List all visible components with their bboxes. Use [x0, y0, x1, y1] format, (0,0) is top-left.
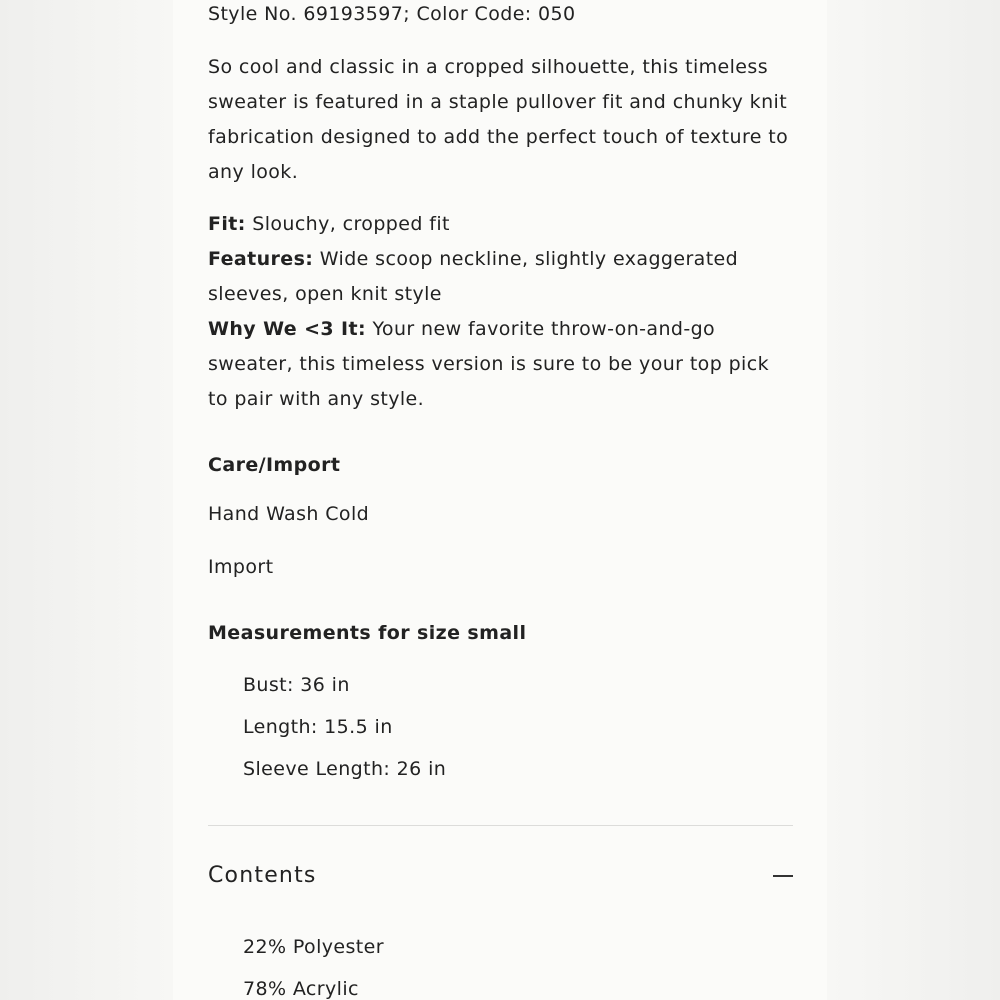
why-we-love-it-label: Why We <3 It: — [208, 318, 366, 340]
measurements-list — [243, 668, 446, 794]
contents-list — [243, 930, 384, 1000]
section-divider — [208, 825, 793, 826]
contents-heading: Contents — [208, 863, 317, 888]
features-value: Wide scoop neckline, slightly exaggerated sleeves, open knit style — [208, 248, 739, 305]
product-description: So cool and classic in a cropped silhouette, this timeless sweater is featured in a staple pullover fit and chunky knit fabrication designed to add the perfect touch of texture to any look. — [208, 56, 789, 183]
fit-value: Slouchy, cropped fit — [252, 213, 450, 235]
why-we-love-it-value: Your new favorite throw-on-and-go sweater, this timeless version is sure to be your top pick to pair with any style. — [208, 318, 769, 410]
style-number: Style No. 69193597; Color Code: 050 — [208, 3, 576, 25]
care-import-heading: Care/Import — [208, 454, 341, 476]
minus-collapse-icon[interactable] — [773, 875, 793, 877]
measurement-item: Length: 15.5 in — [243, 716, 393, 738]
features-label: Features: — [208, 248, 314, 270]
measurement-item: Bust: 36 in — [243, 674, 350, 696]
product-details — [208, 207, 793, 417]
fit-label: Fit: — [208, 213, 246, 235]
care-item: Import — [208, 556, 274, 578]
measurements-heading: Measurements for size small — [208, 622, 527, 644]
measurement-item: Sleeve Length: 26 in — [243, 758, 447, 780]
contents-item: 78% Acrylic — [243, 978, 359, 1000]
contents-accordion-header[interactable] — [208, 856, 793, 896]
care-item: Hand Wash Cold — [208, 503, 370, 525]
contents-item: 22% Polyester — [243, 936, 384, 958]
